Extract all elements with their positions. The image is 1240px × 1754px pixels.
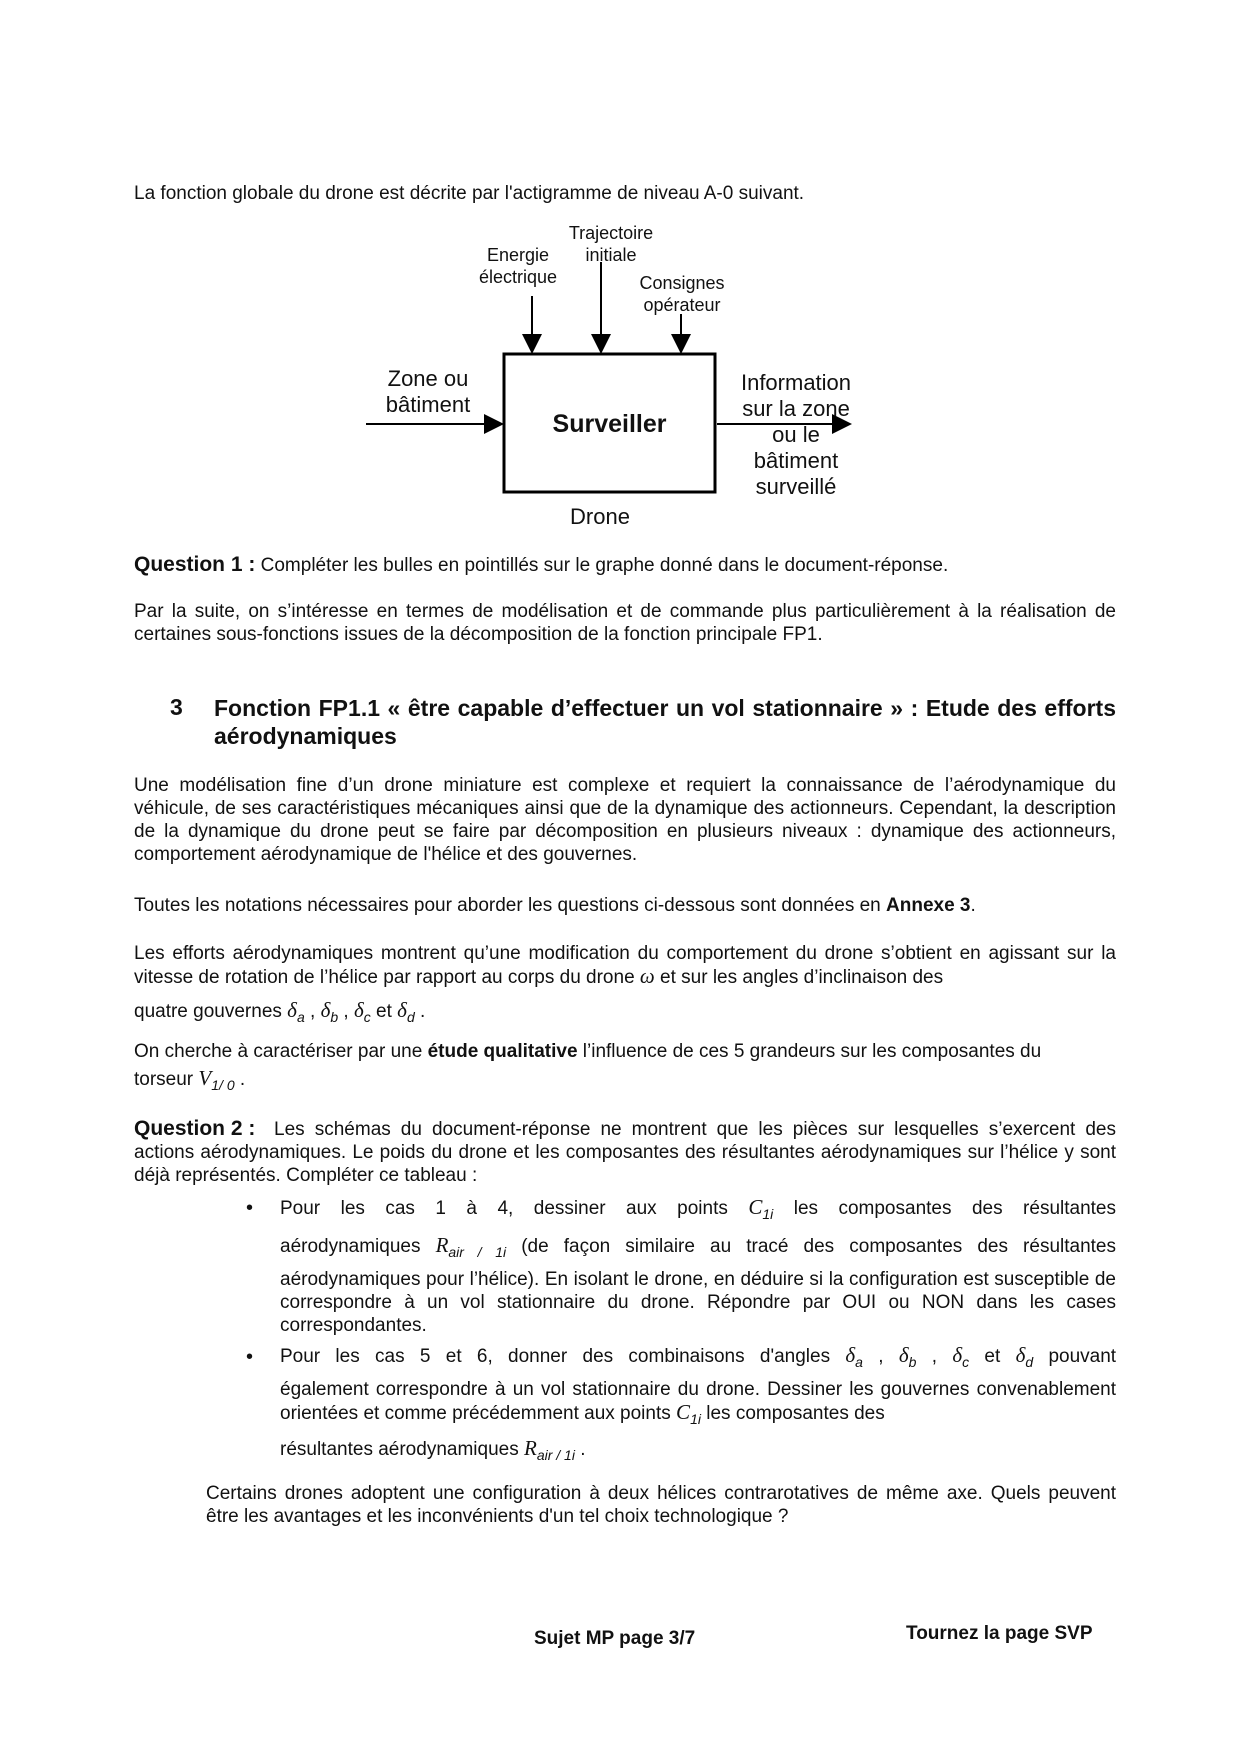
paragraph-4: Les efforts aérodynamiques montrent qu’une modification du comportement du drone s’obtient en agissant sur la vitesse de rotation de l’hélice par rapport au corps du drone ω et sur les angles d’inclinaison des quatre gouvernes $\delta_a$ , $\delta_b$ , $\delta_c$ et $\delta_d$ . [134, 943, 1116, 1025]
question-1-label: Question 1 : [134, 553, 256, 576]
paragraph-5: On cherche à caractériser par une étude qualitative l’influence de ces 5 grandeurs sur les composantes du torseur $V_{1/ 0}$ . [134, 1041, 1042, 1093]
trajectory-label: Trajectoire initiale [568, 223, 654, 265]
paragraph-3: Toutes les notations nécessaires pour aborder les questions ci-dessous sont données en Annexe 3. [134, 895, 976, 916]
bullet-1-text: Pour les cas 1 à 4, dessiner aux points $C_{1i}$ les composantes des résultantes aérodynamiques $R_{air / 1i}$ (de façon similaire au tracé des composantes des résultantes aérodynamiques pour l’hélice). En isolant le drone, en déduire si la configuration est susceptible de correspondre à un vol stationnaire du drone. Répondre par OUI ou NON dans les cases correspondantes. [280, 1195, 1116, 1336]
section-title: Fonction FP1.1 « être capable d’effectuer un vol stationnaire » : Etude des efforts aérodynamiques [214, 695, 1116, 749]
question-2-label: Question 2 : [134, 1117, 256, 1140]
bullet-2-dot: • [246, 1346, 254, 1368]
section-number: 3 [170, 694, 183, 720]
paragraph-6: Certains drones adoptent une configuration à deux hélices contrarotatives de même axe. Quels peuvent être les avantages et les inconvénients d'un tel choix technologique ? [206, 1483, 1116, 1527]
question-2-text: Les schémas du document-réponse ne montrent que les pièces sur lesquelles s’exercent des actions aérodynamiques. Le poids du drone et les composantes des résultantes aérodynamiques sur l’hélice y sont déjà représentés. Compléter ce tableau : [134, 1119, 1116, 1186]
v-symbol: V [198, 1066, 212, 1090]
input-label: Zone ou bâtiment [385, 366, 471, 417]
actigram-svg [0, 0, 1240, 560]
paragraph-2: Une modélisation fine d’un drone miniature est complexe et requiert la connaissance de l’aérodynamique du véhicule, de ses caractéristiques mécaniques ainsi que de la dynamique des actionneurs. Cependant, la description de la dynamique du drone peut se faire par décomposition en plusieurs niveaux : dynamique des actionneurs, comportement aérodynamique de l'hélice et des gouvernes. [134, 775, 1116, 865]
question-1 [134, 553, 1116, 577]
bullet-1-dot: • [246, 1197, 254, 1219]
intro-text: La fonction globale du drone est décrite par l'actigramme de niveau A-0 suivant. [134, 183, 805, 204]
function-label: Surveiller [552, 410, 667, 438]
question-1-text: Compléter les bulles en pointillés sur le graphe donné dans le document-réponse. [255, 555, 949, 576]
support-label: Drone [570, 504, 630, 529]
bullet-2-text: Pour les cas 5 et 6, donner des combinaisons d'angles $\delta_a$ , $\delta_b$ , $\delta_c$ et $\delta_d$ pouvant également correspondre à un vol stationnaire du drone. Dessiner les gouvernes convenablement orientées et comme précédemment aux points $C_{1i}$ les composantes des résultantes aérodynamiques $R_{air / 1i}$ . [280, 1343, 1117, 1463]
output-label: Information sur la zone ou le bâtiment surveillé [740, 370, 852, 499]
paragraph-1: Par la suite, on s’intéresse en termes de modélisation et de commande plus particulièrement à la réalisation de certaines sous-fonctions issues de la décomposition de la fonction principale FP1. [134, 601, 1116, 645]
r-vector-1: R [435, 1233, 449, 1257]
footer-turn-page: Tournez la page SVP [906, 1623, 1093, 1644]
energy-label: Energie électrique [478, 245, 558, 287]
omega-symbol: ω [639, 964, 655, 988]
consignes-label: Consignes opérateur [639, 273, 725, 315]
r-vector-2: R [523, 1436, 537, 1460]
footer-page: Sujet MP page 3/7 [534, 1628, 696, 1649]
